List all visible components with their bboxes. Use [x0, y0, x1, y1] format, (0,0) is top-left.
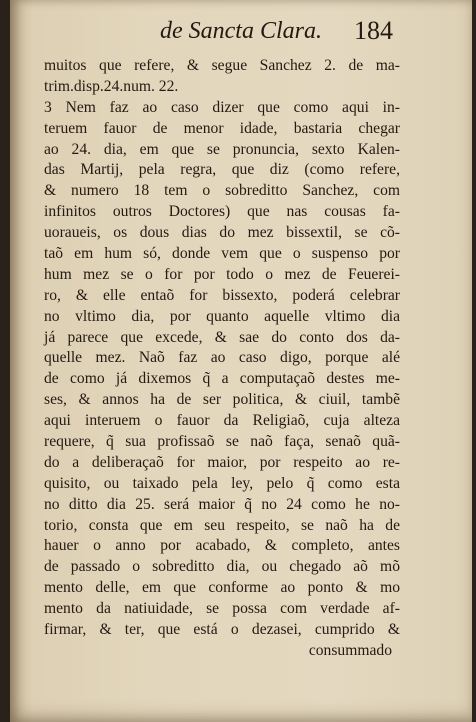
- text-line: 3 Nem faz ao caso dizer que como aqui in-: [44, 98, 400, 116]
- text-line: mento da natiuidade, se possa com verdade af-: [44, 600, 400, 618]
- text-line: do a deliberaçaõ for maior, por respeito ao re-: [44, 453, 400, 471]
- text-line: ao 24. dia, em que se pronuncia, sexto Kalen-: [44, 140, 400, 158]
- text-line: quelle mez. Naõ faz ao caso digo, porque alé: [44, 349, 400, 367]
- text-line: requere, q̃ sua profissaõ se naõ faça, senaõ quã-: [44, 433, 400, 451]
- book-page: [10, 0, 472, 722]
- page-number: 184: [354, 16, 393, 45]
- text-line: no ditto dia 25. será maior q̃ no 24 como he no-: [44, 495, 400, 513]
- text-line: mento delle, em que conforme ao ponto & mo: [44, 579, 400, 597]
- text-line: torio, consta que em seu respeito, se naõ ha de: [44, 516, 400, 534]
- text-line: das Martij, pela regra, que diz (como refere,: [44, 161, 400, 179]
- text-line: consummado: [308, 641, 392, 659]
- text-line: firmar, & ter, que está o dezasei, cumprido &: [44, 621, 400, 639]
- body-text: [44, 56, 400, 662]
- text-line: de passado o sobreditto dia, ou chegado aõ mõ: [44, 558, 400, 576]
- text-line: ro, & elle entaõ for bissexto, poderá celebrar: [44, 286, 400, 304]
- text-line: de como já dixemos q̃ a computaçaõ destes me-: [44, 370, 400, 388]
- text-line: taõ em hum só, donde vem que o suspenso por: [44, 245, 400, 263]
- text-line: quisito, ou taixado pela ley, pelo q̃ como esta: [44, 474, 400, 492]
- text-line: já parece que excede, & sae do conto dos da-: [44, 328, 400, 346]
- text-line: hum mez se o for por todo o mez de Feuerei-: [44, 265, 400, 283]
- text-line: teruem fauor de menor idade, bastaria chegar: [44, 119, 400, 137]
- text-line: aqui interuem o fauor da Religiaõ, cuja alteza: [44, 412, 400, 430]
- text-line: ses, & annos ha de ser politica, & ciuil, tambẽ: [44, 391, 400, 409]
- text-line: muitos que refere, & segue Sanchez 2. de ma-: [44, 57, 400, 74]
- text-line: & numero 18 tem o sobreditto Sanchez, com: [44, 182, 400, 200]
- text-line: no vltimo dia, por quanto aquelle vltimo dia: [44, 307, 400, 325]
- text-line: hauer o anno por acabado, & completo, antes: [44, 537, 400, 555]
- text-line: uoraueis, os dous dias do mez bissextil, se cõ-: [44, 224, 400, 242]
- running-title: de Sancta Clara.: [160, 18, 322, 44]
- text-line: infinitos outros Doctores) que nas cousas fa-: [44, 203, 400, 221]
- text-line: trim.disp.24.num. 22.: [44, 77, 179, 95]
